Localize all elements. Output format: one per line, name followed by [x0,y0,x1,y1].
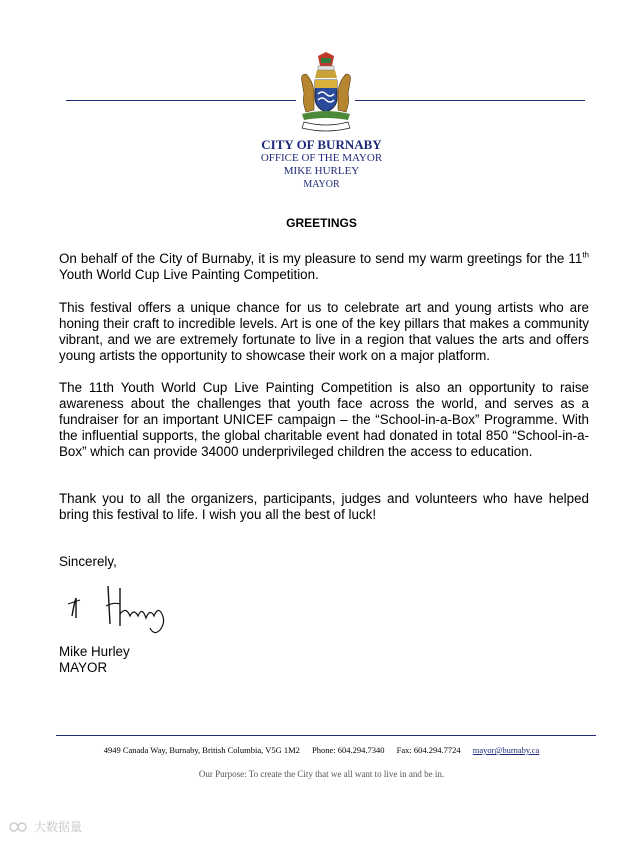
paragraph-4: Thank you to all the organizers, participants, judges and volunteers who have helped bring this festival to life. I wish you all the best of luck! [59,491,589,522]
footer-phone: Phone: 604.294.7340 [312,745,385,755]
header-rule-right [355,100,585,101]
greetings-heading: GREETINGS [286,216,357,230]
paragraph-1 [59,251,589,283]
ordinal-number: 11 [568,251,583,266]
footer-address: 4949 Canada Way, Burnaby, British Columbia, V5G 1M2 [103,745,300,755]
signatory-name: Mike Hurley [59,644,130,659]
header-rule-left [66,100,296,101]
watermark [8,818,82,835]
paragraph-2: This festival offers a unique chance for us to celebrate art and young artists who are honing their craft to incredible levels. Art is one of the key pillars that makes a community vibrant, and we are extremely fortunate to live in a region that values the arts and offers young artists the opportunity to showcase their work on a major platform. [59,300,589,363]
mayor-title: MAYOR [303,179,340,190]
city-name: CITY OF BURNABY [261,137,382,152]
footer-email-link[interactable]: mayor@burnaby.ca [472,745,540,755]
purpose-statement: Our Purpose: To create the City that we all want to live in and be in. [198,769,445,779]
office-name: OFFICE OF THE MAYOR [260,152,383,164]
footer-contact [0,745,643,755]
paragraph-3: The 11th Youth World Cup Live Painting Competition is also an opportunity to raise awareness about the challenges that youth face across the world, and serves as a fundraiser for an important UNICEF campaign – the “School-in-a-Box” Programme. With the influential supports, the global charitable event had donated in total 850 “School-in-a-Box” which can provide 34000 underprivileged children the access to education. [59,380,589,459]
ordinal-suffix: th [582,250,589,260]
footer-rule [56,735,596,736]
footer-fax: Fax: 604.294.7724 [396,745,461,755]
city-crest-icon [296,52,356,134]
watermark-text: 大数据量 [34,820,83,834]
signatory-title: MAYOR [59,660,108,675]
paragraph-1-start: On behalf of the City of Burnaby, it is my pleasure to send my warm greetings for the [59,251,569,266]
watermark-icon [8,820,30,834]
mayor-name: MIKE HURLEY [283,165,360,177]
letterhead [0,137,643,191]
signatory [59,644,130,676]
signature-image [62,578,182,638]
closing: Sincerely, [59,554,117,569]
paragraph-1-end: Youth World Cup Live Painting Competition. [59,267,319,282]
